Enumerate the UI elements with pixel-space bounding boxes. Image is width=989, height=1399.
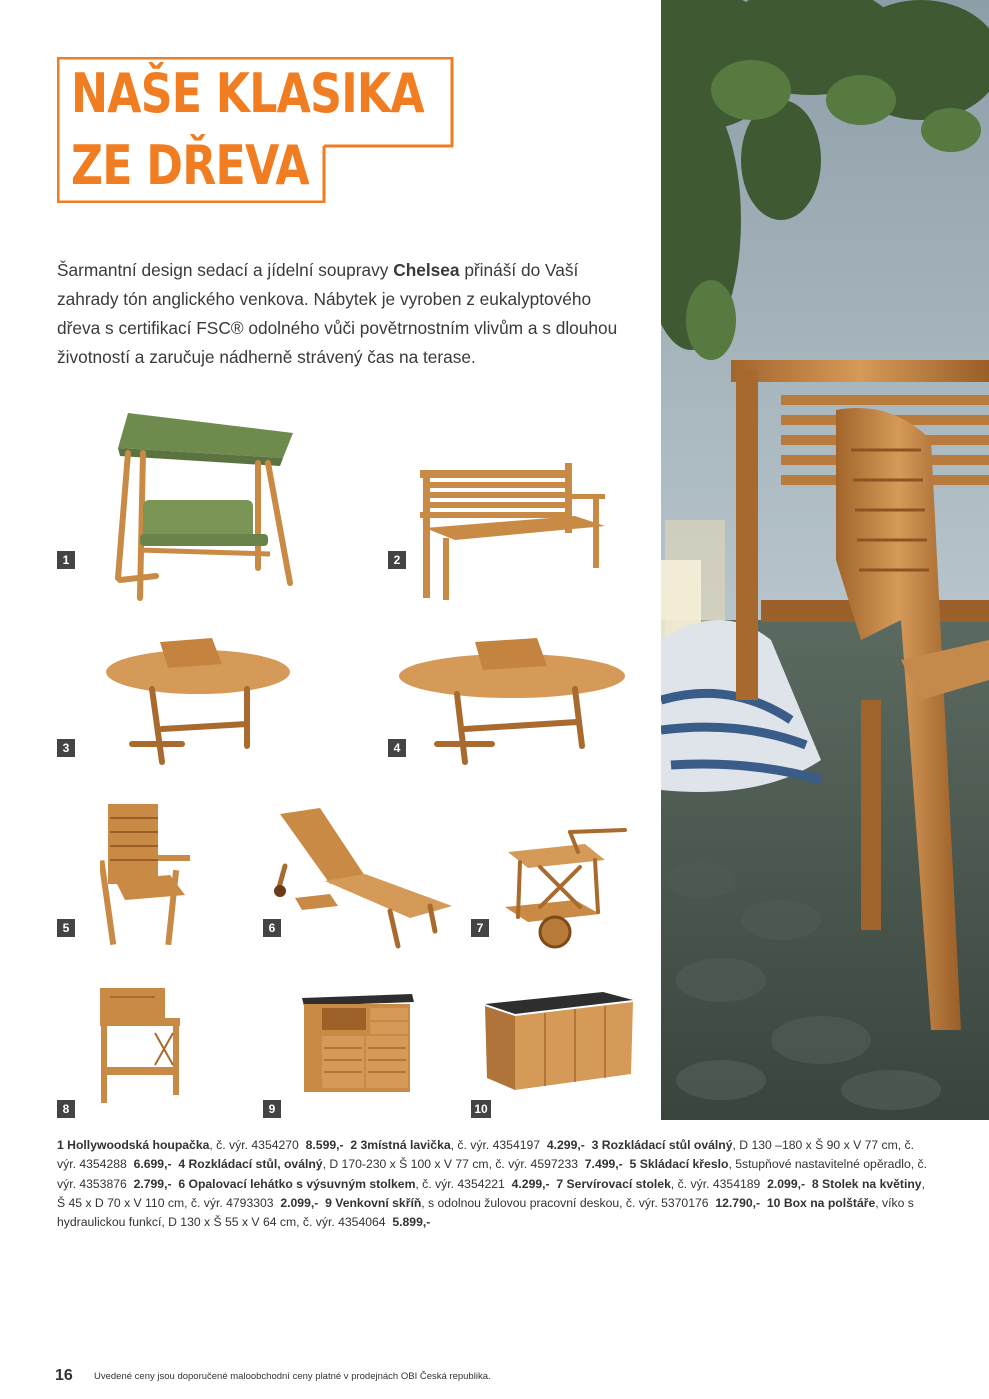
product-number-10: 10 [471,1100,491,1118]
product-image-10 [483,990,635,1095]
desc-item-1: 1 Hollywoodská houpačka, č. výr. 4354270 8.599,- [57,1138,344,1152]
desc-item-8: 8 Stolek na květiny, Š 45 x D 70 x V 110 cm, č. výr. 4793303 2.099,- [57,1176,925,1210]
desc-price: 2.099,- [280,1195,319,1210]
desc-price: 7.499,- [584,1157,623,1172]
desc-price: 8.599,- [305,1138,344,1152]
desc-name: Hollywoodská houpačka [67,1138,210,1152]
desc-name: Box na polštáře [783,1195,876,1210]
desc-name: Rozkládací stůl oválný [601,1138,733,1152]
product-number-7: 7 [471,919,489,937]
product-image-2 [415,458,610,603]
product-image-5 [100,800,195,950]
headline-line-2: ZE DŘEVA [71,134,309,197]
desc-name: 3místná lavička [360,1138,451,1152]
desc-item-6: 6 Opalovací lehátko s výsuvným stolkem, č. výr. 4354221 4.299,- [178,1176,550,1191]
desc-name: Skládací křeslo [639,1157,729,1172]
product-number-5: 5 [57,919,75,937]
desc-name: Rozkládací stůl, oválný [188,1157,323,1172]
price-footnote: Uvedené ceny jsou doporučené maloobchodní ceny platné v prodejnách OBI Česká republika. [94,1371,491,1382]
product-image-6 [270,806,455,954]
product-descriptions [57,1136,927,1232]
desc-name: Stolek na květiny [822,1176,922,1191]
garden-lifestyle-photo [661,0,989,1120]
intro-paragraph [57,256,637,372]
product-image-3 [102,634,294,769]
desc-name: Venkovní skříň [335,1195,422,1210]
product-number-3: 3 [57,739,75,757]
desc-name: Opalovací lehátko s výsuvným stolkem [188,1176,416,1191]
product-number-9: 9 [263,1100,281,1118]
desc-price: 4.299,- [511,1176,550,1191]
desc-price: 2.099,- [767,1176,806,1191]
desc-item-2: 2 3místná lavička, č. výr. 4354197 4.299,- [350,1138,585,1152]
product-number-1: 1 [57,551,75,569]
intro-text-start: Šarmantní design sedací a jídelní soupravy [57,260,394,280]
desc-item-9: 9 Venkovní skříň, s odolnou žulovou pracovní deskou, č. výr. 5370176 12.790,- [325,1195,761,1210]
desc-price: 5.899,- [392,1215,431,1230]
desc-item-5: 5 Skládací křeslo, 5stupňové nastavitelné opěradlo, č. výr. 4353876 2.799,- [57,1157,927,1191]
product-image-7 [500,822,630,952]
product-number-8: 8 [57,1100,75,1118]
desc-price: 6.699,- [133,1157,172,1172]
product-number-6: 6 [263,919,281,937]
headline-line-1: NAŠE KLASIKA [71,62,424,125]
product-image-4 [397,634,627,769]
desc-item-4: 4 Rozkládací stůl, oválný, D 170-230 x Š 100 x V 77 cm, č. výr. 4597233 7.499,- [178,1157,623,1172]
desc-price: 12.790,- [715,1195,761,1210]
desc-price: 2.799,- [133,1176,172,1191]
page-number: 16 [55,1367,73,1384]
product-image-9 [300,992,415,1097]
desc-item-10: 10 Box na polštáře, víko s hydraulickou funkcí, D 130 x Š 55 x V 64 cm, č. výr. 4354064 5.899,- [57,1195,914,1230]
desc-item-3: 3 Rozkládací stůl oválný, D 130 –180 x Š 90 x V 77 cm, č. výr. 4354288 6.699,- [57,1138,915,1172]
desc-name: Servírovací stolek [566,1176,671,1191]
product-image-1 [108,408,303,603]
product-number-2: 2 [388,551,406,569]
product-number-4: 4 [388,739,406,757]
intro-text-end: přináší do Vaší zahrady tón anglického venkova. Nábytek je vyroben z eukalyptového dřeva s certifikací FSC® odolného vůči povětrnostním vlivům a s dlouhou životností a zaručuje nádherně strávený čas na terase. [57,260,618,367]
desc-price: 4.299,- [546,1138,585,1152]
desc-item-7: 7 Servírovací stolek, č. výr. 4354189 2.099,- [556,1176,806,1191]
headline-box [57,57,454,203]
brand-name: Chelsea [393,260,460,280]
product-image-8 [95,985,185,1105]
